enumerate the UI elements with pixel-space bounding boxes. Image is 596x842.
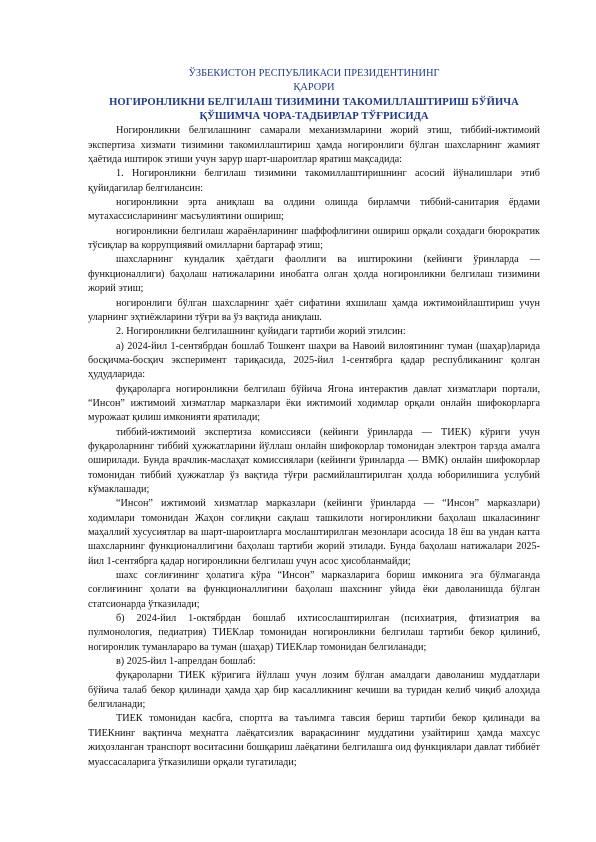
clause-2-paragraph: 2. Ногиронликни белгилашнинг қуйидаги тартиби жорий этилсин: — [116, 326, 406, 338]
clause-2v-paragraph: в) 2025-йил 1-апрелдан бошлаб: — [116, 656, 256, 668]
document-title-line1: НОГИРОНЛИКНИ БЕЛГИЛАШ ТИЗИМИНИ ТАКОМИЛЛАШТИРИШ БЎЙИЧА — [109, 96, 519, 108]
clause-1-item: ногиронликни белгилаш жараёнларининг шаффофлигини ошириш орқали соҳадаги бюрократик тўсиқлар ва коррупциявий омилларни бартараф этиш; — [88, 225, 540, 252]
clause-2v-item: фуқароларни ТИЕК кўригига йўллаш учун лозим бўлган амалдаги даволаниш муддатлари бўйича талаб бекор қилинади ҳамда ҳар бир касалликнинг кечиши ва туридан келиб чиқиб алоҳида белгиланади; — [88, 670, 540, 711]
document-title-line2: ҚЎШИМЧА ЧОРА-ТАДБИРЛАР ТЎҒРИСИДА — [199, 111, 429, 123]
clause-2v-item: ТИЕК томонидан касбга, спортга ва таълимга тавсия бериш тартиби бекор қилинади ва ТИЕКнинг вақтинча меҳнатга лаёқатсизлик варақасининг муддатини узайтириш ҳамда махсус жиҳозланган транспорт воситасини бошқариш лаёқатини белгилашга оид функциялари давлат тиббиёт муассасаларига ўтказилиши орқали тугатилади; — [88, 713, 540, 768]
clause-1-item: шахсларнинг кундалик ҳаётдаги фаоллиги ва иштирокини (кейинги ўринларда — функционаллиги) баҳолаш натижаларини инобатга олган ҳолда ногиронликни белгилаш тизимини жорий этиш; — [88, 254, 540, 295]
preamble-paragraph: Ногиронликни белгилашнинг самарали механизмларини жорий этиш, тиббий-ижтимоий экспертиза хизмати тизимини такомиллаштириш ҳамда ногиронлиги бўлган шахсларнинг жамият ҳаётида иштирок этиши учун зарур шарт-шароитлар яратиш мақсадида: — [88, 125, 540, 166]
clause-2a-paragraph: а) 2024-йил 1-сентябрдан бошлаб Тошкент шаҳри ва Навоий вилоятининг туман (шаҳар)ларида босқичма-босқич эксперимент тариқасида, 2025-йил 1-сентябрга қадар республиканинг қолган ҳудудларида: — [88, 340, 540, 381]
clause-2a-item: тиббий-ижтимоий экспертиза комиссияси (кейинги ўринларда — ТИЕК) кўриги учун фуқароларнинг тиббий ҳужжатларини йўллаш онлайн шифокорлар томонидан электрон тарзда амалга оширилади. Бунда врачлик-маслаҳат комиссиялари (кейинги ўринларда — ВМК) онлайн шифокорлар томонидан тиббий ҳужжатлар ўз вақтида тўғри расмийлаштирилган ҳолда юборилишига услубий кўмаклашади; — [88, 426, 540, 495]
document-body — [88, 66, 540, 770]
clause-2a-item: шахс соғлиғининг ҳолатига кўра “Инсон” марказларига бориш имконига эга бўлмаганда соғлиғининг ҳолати ва функционаллигини баҳолаш шахснинг уйида ёки даволанишда бўлган статсионарда ўтказилади; — [88, 570, 540, 610]
issuer-heading: ЎЗБЕКИСТОН РЕСПУБЛИКАСИ ПРЕЗИДЕНТИНИНГ — [188, 68, 440, 79]
clause-1-paragraph: 1. Ногиронликни белгилаш тизимини такомиллаштиришнинг асосий йўналишлари этиб қуйидагилар белгилансин: — [88, 168, 540, 194]
clause-2b-paragraph: б) 2024-йил 1-октябрдан бошлаб ихтисослаштирилган (психиатрия, фтизиатрия ва пулмонология, педиатрия) ТИЕКлар томонидан ногиронликни белгилаш тартиби бекор қилиниб, ногиронлик туманлараро ва туман (шаҳар) ТИЕКлар томонидан белгиланади; — [88, 613, 540, 653]
clause-1-item: ногиронликни эрта аниқлаш ва олдини олишда бирламчи тиббий-санитария ёрдами мутахассисларининг масъулиятини ошириш; — [88, 197, 540, 223]
clause-2a-item: фуқароларга ногиронликни белгилаш бўйича Ягона интерактив давлат хизматлари портали, “Инсон” ижтимоий хизматлар марказлари ёки ижтимоий ходимлар орқали онлайн шифокорларга мурожаат қилиш имконияти яратилади; — [88, 383, 540, 424]
clause-1-item: ногиронлиги бўлган шахсларнинг ҳаёт сифатини яхшилаш ҳамда ижтимоийлаштириш учун уларнинг эҳтиёжларини тўғри ва ўз вақтида аниқлаш. — [88, 297, 540, 323]
clause-2a-item: “Инсон” ижтимоий хизматлар марказлари (кейинги ўринларда — “Инсон” марказлари) ходимлари томонидан Жаҳон соғлиқни сақлаш ташкилоти ногиронликни баҳолаш шкаласининг маҳаллий хусусиятлар ва шарт-шароитларга мослаштирилган мезонлари асосида 18 ёш ва ундан катта шахсларнинг функционаллигини баҳолаш тартиби жорий этилади. Бунда баҳолаш натижалари 2025-йил 1-сентябрга қадар ногиронликни белгилаш учун асос ҳисобланмайди; — [88, 498, 540, 567]
document-type-heading: ҚАРОРИ — [293, 82, 335, 94]
